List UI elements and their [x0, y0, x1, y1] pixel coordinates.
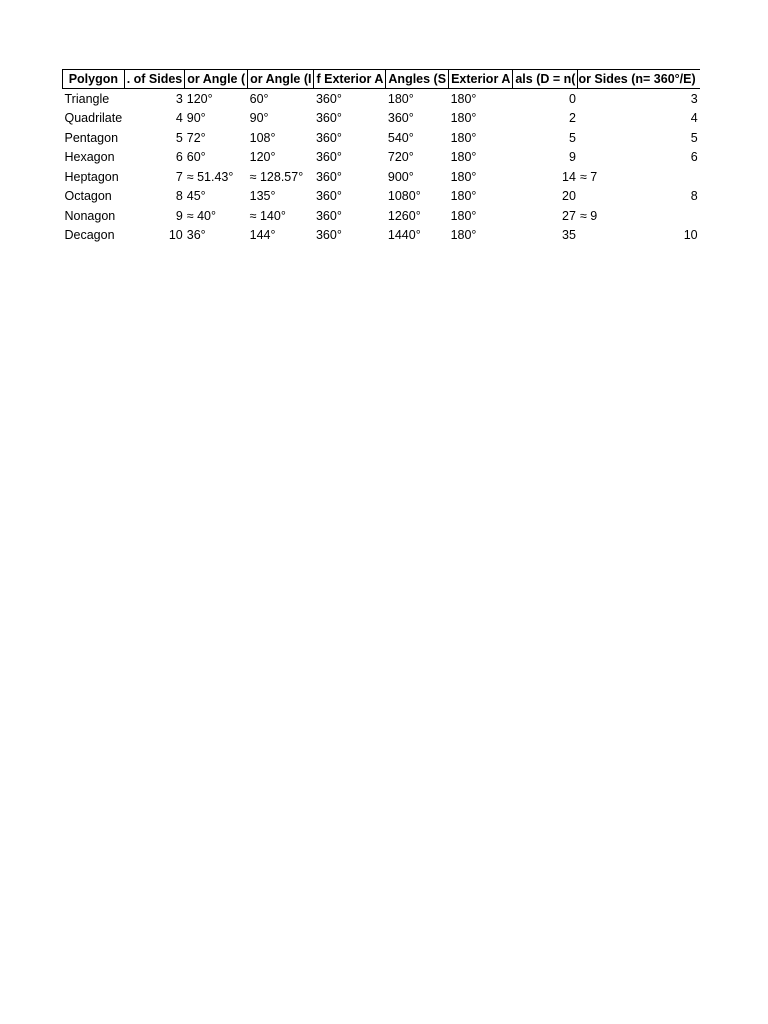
cell-diagonals[interactable]: 20 — [562, 189, 576, 204]
cell-sides-n[interactable]: ≈ 7 — [579, 169, 598, 184]
cell-sum-interior[interactable]: 1080° — [387, 189, 421, 204]
table-row — [63, 148, 700, 168]
cell-sides-n[interactable]: 5 — [690, 130, 698, 145]
cell-exterior-angle[interactable]: 108° — [249, 130, 276, 145]
cell-polygon-name[interactable]: Quadrilate — [64, 111, 123, 126]
cell-exterior-angle[interactable]: 144° — [249, 228, 276, 243]
cell-exterior-a[interactable]: 180° — [450, 189, 477, 204]
polygon-table — [62, 69, 700, 245]
header-cell-sides[interactable]: . of Sides — [124, 70, 185, 89]
cell-interior-angle[interactable]: 36° — [186, 228, 206, 243]
cell-sides-n[interactable]: 3 — [690, 91, 698, 106]
cell-sides[interactable]: 3 — [175, 91, 183, 106]
cell-sum-exterior[interactable]: 360° — [315, 150, 342, 165]
header-cell-sum-exterior[interactable]: f Exterior A — [314, 70, 386, 89]
cell-sides-n[interactable]: 10 — [683, 228, 698, 243]
cell-sum-exterior[interactable]: 360° — [315, 228, 342, 243]
cell-diagonals[interactable]: 27 — [562, 208, 576, 223]
cell-diagonals[interactable]: 2 — [568, 111, 576, 126]
cell-sum-exterior[interactable]: 360° — [315, 111, 342, 126]
cell-sum-exterior[interactable]: 360° — [315, 208, 342, 223]
cell-interior-angle[interactable]: 45° — [186, 189, 206, 204]
cell-exterior-angle[interactable]: ≈ 128.57° — [249, 169, 304, 184]
cell-interior-angle[interactable]: 72° — [186, 130, 206, 145]
cell-sides[interactable]: 4 — [175, 111, 183, 126]
header-cell-interior-angle[interactable]: or Angle ( — [185, 70, 248, 89]
table-body — [63, 89, 700, 246]
cell-sum-interior[interactable]: 720° — [387, 150, 414, 165]
cell-exterior-a[interactable]: 180° — [450, 208, 477, 223]
cell-polygon-name[interactable]: Triangle — [64, 91, 110, 106]
cell-sides-n[interactable]: 6 — [690, 150, 698, 165]
cell-interior-angle[interactable]: ≈ 51.43° — [186, 169, 234, 184]
cell-exterior-a[interactable]: 180° — [450, 228, 477, 243]
cell-polygon-name[interactable]: Heptagon — [64, 169, 119, 184]
cell-sum-interior[interactable]: 1440° — [387, 228, 421, 243]
table-row — [63, 226, 700, 246]
header-cell-diagonals[interactable]: als (D = n( — [513, 70, 578, 89]
cell-sum-interior[interactable]: 540° — [387, 130, 414, 145]
cell-sum-exterior[interactable]: 360° — [315, 91, 342, 106]
cell-exterior-a[interactable]: 180° — [450, 130, 477, 145]
cell-diagonals[interactable]: 0 — [568, 91, 576, 106]
cell-interior-angle[interactable]: 90° — [186, 111, 206, 126]
cell-polygon-name[interactable]: Pentagon — [64, 130, 119, 145]
cell-polygon-name[interactable]: Nonagon — [64, 208, 116, 223]
cell-exterior-a[interactable]: 180° — [450, 91, 477, 106]
cell-diagonals[interactable]: 35 — [562, 228, 576, 243]
cell-sides-n[interactable]: ≈ 9 — [579, 208, 598, 223]
header-cell-exterior-a[interactable]: Exterior A — [449, 70, 513, 89]
cell-polygon-name[interactable]: Hexagon — [64, 150, 115, 165]
cell-sides-n[interactable]: 4 — [690, 111, 698, 126]
cell-interior-angle[interactable]: ≈ 40° — [186, 208, 217, 223]
cell-sides[interactable]: 8 — [175, 189, 183, 204]
cell-diagonals[interactable]: 14 — [562, 169, 576, 184]
cell-polygon-name[interactable]: Octagon — [64, 189, 112, 204]
cell-exterior-a[interactable]: 180° — [450, 169, 477, 184]
cell-exterior-angle[interactable]: 120° — [249, 150, 276, 165]
cell-sides[interactable]: 5 — [175, 130, 183, 145]
table-row — [63, 128, 700, 148]
cell-exterior-a[interactable]: 180° — [450, 111, 477, 126]
cell-sum-interior[interactable]: 360° — [387, 111, 414, 126]
cell-polygon-name[interactable]: Decagon — [64, 228, 115, 243]
cell-exterior-angle[interactable]: 90° — [249, 111, 269, 126]
cell-sum-interior[interactable]: 900° — [387, 169, 414, 184]
header-cell-sum-interior[interactable]: Angles (S — [386, 70, 449, 89]
table-row — [63, 109, 700, 129]
cell-exterior-angle[interactable]: 135° — [249, 189, 276, 204]
cell-sum-interior[interactable]: 1260° — [387, 208, 421, 223]
cell-sides[interactable]: 9 — [175, 208, 183, 223]
cell-exterior-angle[interactable]: 60° — [249, 91, 269, 106]
table-row — [63, 206, 700, 226]
cell-sum-interior[interactable]: 180° — [387, 91, 414, 106]
cell-sides[interactable]: 10 — [168, 228, 183, 243]
cell-diagonals[interactable]: 5 — [568, 130, 576, 145]
cell-sides[interactable]: 6 — [175, 150, 183, 165]
header-row — [63, 70, 700, 89]
header-cell-polygon[interactable]: Polygon — [63, 70, 125, 89]
table-row — [63, 167, 700, 187]
cell-interior-angle[interactable]: 60° — [186, 150, 206, 165]
cell-sum-exterior[interactable]: 360° — [315, 130, 342, 145]
cell-interior-angle[interactable]: 120° — [186, 91, 213, 106]
cell-diagonals[interactable]: 9 — [568, 150, 576, 165]
table-row — [63, 89, 700, 109]
cell-exterior-a[interactable]: 180° — [450, 150, 477, 165]
cell-sides-n[interactable]: 8 — [690, 189, 698, 204]
header-cell-sides-n[interactable] — [578, 70, 700, 89]
cell-sum-exterior[interactable]: 360° — [315, 189, 342, 204]
header-cell-sides-n-label: or Sides (n — [578, 72, 644, 86]
table-row — [63, 187, 700, 207]
header-cell-exterior-angle[interactable]: or Angle (I — [248, 70, 314, 89]
header-cell-formula: = 360°/E) — [643, 72, 696, 86]
cell-exterior-angle[interactable]: ≈ 140° — [249, 208, 286, 223]
cell-sides[interactable]: 7 — [175, 169, 183, 184]
cell-sum-exterior[interactable]: 360° — [315, 169, 342, 184]
